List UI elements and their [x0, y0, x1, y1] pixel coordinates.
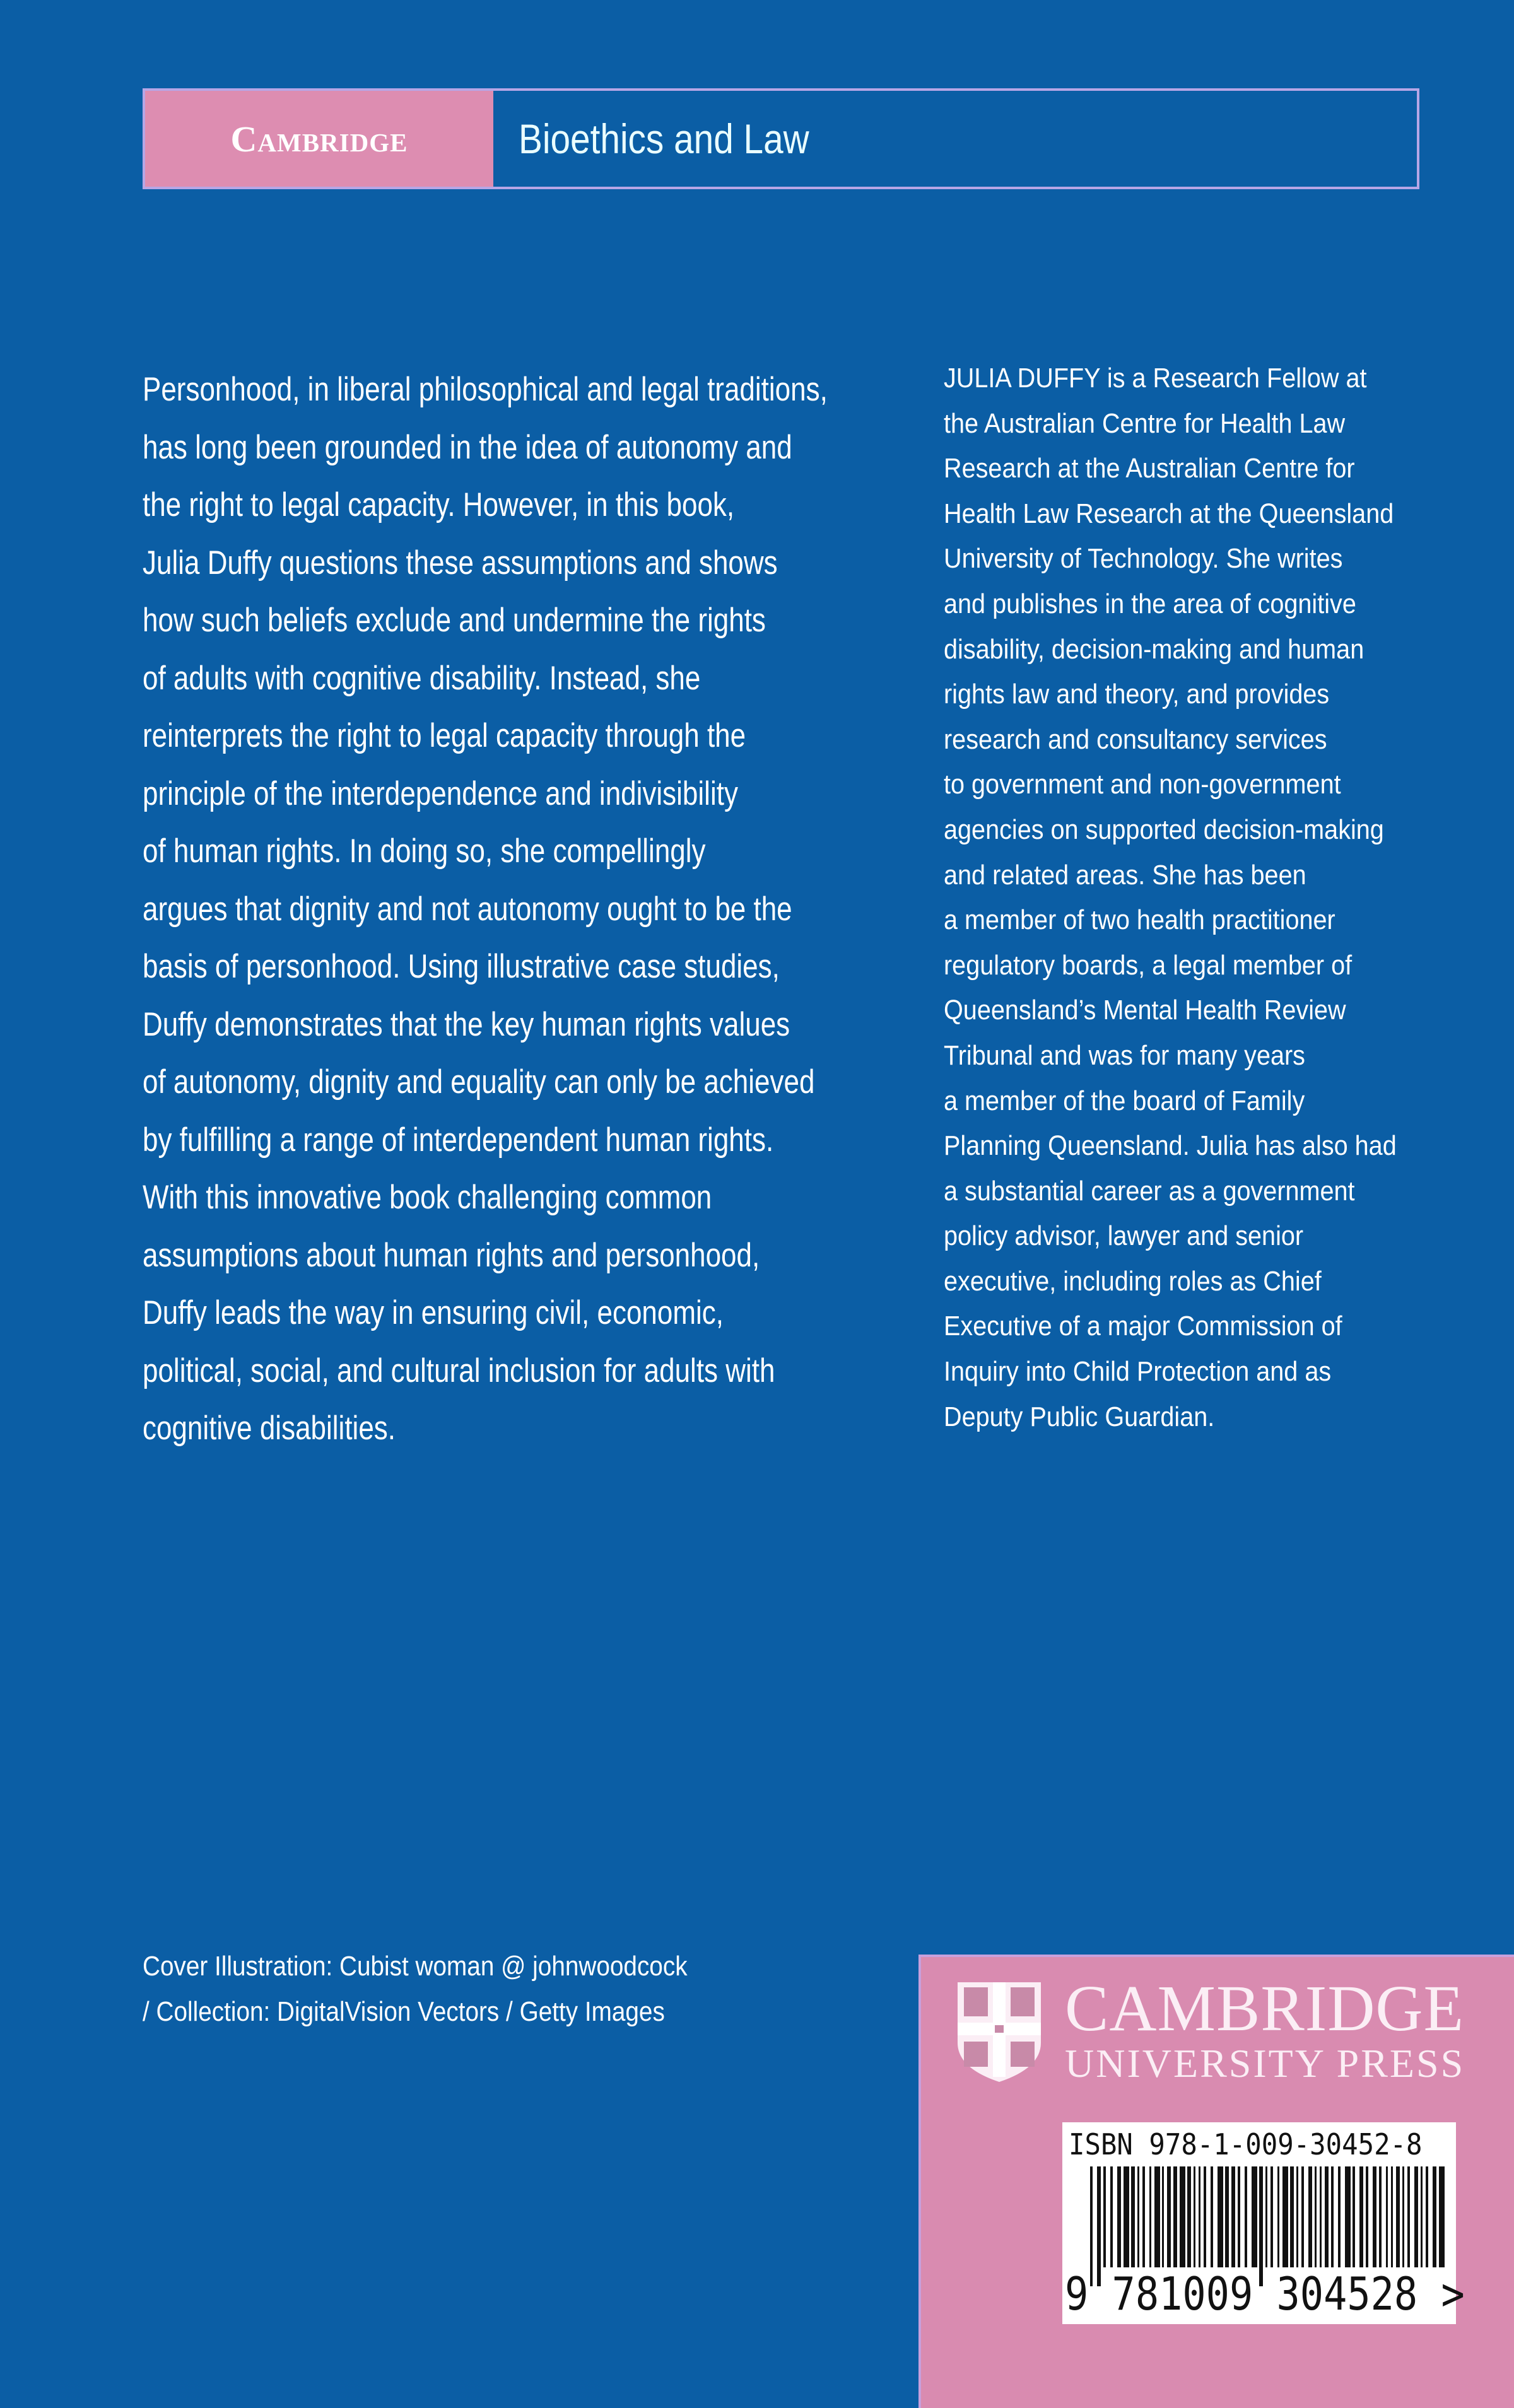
text-line-content: Planning Queensland. Julia has also had [944, 1130, 1397, 1162]
barcode-bar [1315, 2166, 1317, 2267]
text-line [944, 1394, 1448, 1440]
text-line [143, 1053, 912, 1111]
text-line-content: regulatory boards, a legal member of [944, 949, 1353, 981]
text-line [944, 897, 1448, 943]
barcode-bar [1142, 2166, 1145, 2267]
text-line [944, 853, 1448, 898]
text-line-content: With this innovative book challenging common [143, 1179, 712, 1216]
barcode-bar [1282, 2166, 1288, 2267]
text-line-content: the right to legal capacity. However, in this book, [143, 486, 735, 523]
barcode-bar [1117, 2166, 1121, 2267]
text-line [143, 361, 912, 419]
text-line [944, 1349, 1448, 1394]
barcode-bar [1386, 2166, 1388, 2267]
text-line [143, 1284, 912, 1342]
text-line [143, 1169, 912, 1227]
author-bio [944, 356, 1448, 1439]
text-line-content: a substantial career as a government [944, 1175, 1355, 1207]
text-line [944, 582, 1448, 627]
barcode-bar [1231, 2166, 1235, 2267]
text-line [944, 807, 1448, 853]
barcode-bar [1110, 2166, 1113, 2267]
text-line-content: basis of personhood. Using illustrative case studies, [143, 948, 780, 985]
barcode-bar [1265, 2166, 1267, 2267]
text-line [143, 1342, 912, 1400]
text-line-content: University of Technology. She writes [944, 543, 1343, 575]
ean-digits [1065, 2267, 1514, 2320]
text-line-content: by fulfilling a range of interdependent human rights. [143, 1121, 774, 1159]
barcode-bar [1439, 2166, 1445, 2267]
text-line [143, 1111, 912, 1169]
text-line-content: Inquiry into Child Protection and as [944, 1356, 1332, 1388]
text-line [944, 1078, 1448, 1124]
text-line [143, 650, 912, 708]
text-line-content: JULIA DUFFY is a Research Fellow at [944, 363, 1367, 394]
barcode-bar [1187, 2166, 1191, 2267]
text-line [944, 627, 1448, 672]
text-line [143, 996, 912, 1054]
barcode-bar [1402, 2166, 1404, 2267]
text-line [944, 1169, 1448, 1214]
text-line [944, 1213, 1448, 1259]
cover-credit [143, 1944, 761, 2035]
isbn-label [1069, 2127, 1453, 2161]
barcode-bar [1180, 2166, 1185, 2267]
barcode-bar [1218, 2166, 1223, 2267]
text-line [143, 534, 912, 592]
publisher-name-line1: CAMBRIDGE [1065, 1972, 1465, 2045]
text-line-content: executive, including roles as Chief [944, 1265, 1322, 1297]
barcode-bar [1277, 2166, 1279, 2267]
barcode-bar [1211, 2166, 1213, 2267]
barcode-bar [1225, 2166, 1229, 2267]
brand-text: Cambridge [230, 118, 408, 160]
text-line [143, 419, 912, 477]
text-line-content: principle of the interdependence and indivisibility [143, 774, 738, 812]
text-line [944, 1033, 1448, 1078]
series-title [493, 91, 1417, 187]
barcode-bar [1199, 2166, 1200, 2267]
text-line-content: Executive of a major Commission of [944, 1311, 1342, 1342]
text-line [143, 592, 912, 650]
text-line [143, 1227, 912, 1285]
text-line-content: assumptions about human rights and personhood, [143, 1236, 760, 1274]
text-line [143, 765, 912, 823]
isbn-barcode [1062, 2122, 1465, 2324]
text-line-content: research and consultancy services [944, 723, 1327, 755]
barcode-bar [1149, 2166, 1151, 2267]
barcode-bar [1407, 2166, 1410, 2267]
text-line-content: a member of the board of Family [944, 1085, 1305, 1116]
text-line-content: the Australian Centre for Health Law [944, 407, 1346, 439]
barcode-bar [1396, 2166, 1400, 2267]
barcode-bar [1137, 2166, 1139, 2267]
barcode-bar [1379, 2166, 1382, 2267]
text-line-content: of human rights. In doing so, she compellingly [143, 833, 706, 870]
barcode-bar [1252, 2166, 1257, 2267]
text-line-content: reinterprets the right to legal capacity through the [143, 717, 746, 754]
barcode-bar [1345, 2166, 1351, 2267]
barcode-bar [1421, 2166, 1423, 2267]
barcode-bar [1173, 2166, 1177, 2267]
barcode-bar [1308, 2166, 1312, 2267]
text-line-content: has long been grounded in the idea of autonomy and [143, 428, 792, 466]
publisher-panel [918, 1955, 1514, 2408]
text-line [143, 1989, 761, 2035]
text-line [944, 446, 1448, 491]
text-line-content: of autonomy, dignity and equality can only be achieved [143, 1063, 815, 1101]
barcode-bar [1353, 2166, 1355, 2267]
barcode-bar [1131, 2166, 1135, 2267]
text-line [143, 822, 912, 880]
text-line [944, 717, 1448, 763]
barcode-bar [1290, 2166, 1294, 2267]
barcode-bar [1338, 2166, 1341, 2267]
ean-text: 9 781009 304528 > [1065, 2267, 1465, 2320]
book-blurb [143, 361, 912, 1458]
text-line [944, 491, 1448, 537]
text-line-content: / Collection: DigitalVision Vectors / Getty Images [143, 1996, 665, 2027]
isbn-text: ISBN 978-1-009-30452-8 [1069, 2127, 1423, 2161]
text-line-content: Personhood, in liberal philosophical and legal traditions, [143, 371, 828, 408]
barcode-bar [1270, 2166, 1273, 2267]
barcode-bar [1154, 2166, 1160, 2267]
barcode-bar [1433, 2166, 1436, 2267]
barcode-bar [1162, 2166, 1164, 2267]
text-line [944, 988, 1448, 1033]
text-line [944, 672, 1448, 717]
series-title-text: Bioethics and Law [519, 115, 809, 162]
barcode-bar [1373, 2166, 1376, 2267]
text-line [944, 1259, 1448, 1304]
text-line-content: Tribunal and was for many years [944, 1039, 1305, 1071]
text-line-content: how such beliefs exclude and undermine the rights [143, 602, 766, 639]
text-line [944, 1304, 1448, 1349]
text-line-content: rights law and theory, and provides [944, 679, 1330, 710]
text-line [944, 536, 1448, 582]
barcode-bar [1320, 2166, 1322, 2267]
barcode-bar [1204, 2166, 1206, 2267]
barcode-bar [1194, 2166, 1195, 2267]
text-line-content: disability, decision-making and human [944, 633, 1364, 665]
text-line-content: and publishes in the area of cognitive [944, 588, 1356, 619]
text-line-content: Health Law Research at the Queensland [944, 498, 1394, 529]
text-line-content: Queensland’s Mental Health Review [944, 995, 1346, 1026]
barcode-bar [1167, 2166, 1171, 2267]
text-line [944, 943, 1448, 988]
barcode-bar [1301, 2166, 1304, 2267]
barcode-bar [1325, 2166, 1329, 2267]
text-line [143, 1400, 912, 1458]
text-line [143, 880, 912, 938]
text-line-content: a member of two health practitioner [944, 904, 1335, 936]
barcode-bar [1426, 2166, 1428, 2267]
barcode-bar [1366, 2166, 1368, 2267]
text-line [944, 356, 1448, 401]
publisher-name [1065, 1972, 1465, 2086]
text-line [143, 707, 912, 765]
text-line-content: Research at the Australian Centre for [944, 453, 1355, 484]
text-line [143, 1944, 761, 1989]
text-line-content: cognitive disabilities. [143, 1410, 396, 1447]
cambridge-brand-label [145, 91, 493, 187]
barcode-bar [1331, 2166, 1334, 2267]
text-line-content: argues that dignity and not autonomy ought to be the [143, 890, 792, 928]
text-line-content: Julia Duffy questions these assumptions and shows [143, 544, 778, 582]
barcode-bar [1414, 2166, 1418, 2267]
series-header [143, 88, 1419, 189]
publisher-name-line2: UNIVERSITY PRESS [1065, 2041, 1465, 2086]
barcode-bar [1391, 2166, 1393, 2267]
text-line-content: policy advisor, lawyer and senior [944, 1220, 1304, 1252]
barcode-bar [1124, 2166, 1129, 2267]
text-line [143, 476, 912, 534]
barcode-bar [1245, 2166, 1247, 2267]
text-line [944, 401, 1448, 447]
barcode-bar [1296, 2166, 1298, 2267]
text-line-content: political, social, and cultural inclusion for adults with [143, 1352, 775, 1389]
text-line-content: and related areas. She has been [944, 859, 1306, 891]
text-line-content: of adults with cognitive disability. Instead, she [143, 659, 701, 697]
text-line [944, 762, 1448, 807]
text-line [143, 938, 912, 996]
text-line-content: Duffy demonstrates that the key human rights values [143, 1005, 790, 1043]
text-line [944, 1123, 1448, 1169]
barcode-bar [1238, 2166, 1240, 2267]
text-line-content: to government and non-government [944, 769, 1341, 800]
barcode-bar [1103, 2166, 1106, 2267]
barcode-bar [1359, 2166, 1363, 2267]
text-line-content: Deputy Public Guardian. [944, 1401, 1215, 1432]
text-line-content: agencies on supported decision-making [944, 814, 1384, 845]
text-line-content: Duffy leads the way in ensuring civil, economic, [143, 1294, 724, 1331]
text-line-content: Cover Illustration: Cubist woman @ johnwoodcock [143, 1951, 688, 1982]
university-shield-icon [955, 1980, 1043, 2084]
